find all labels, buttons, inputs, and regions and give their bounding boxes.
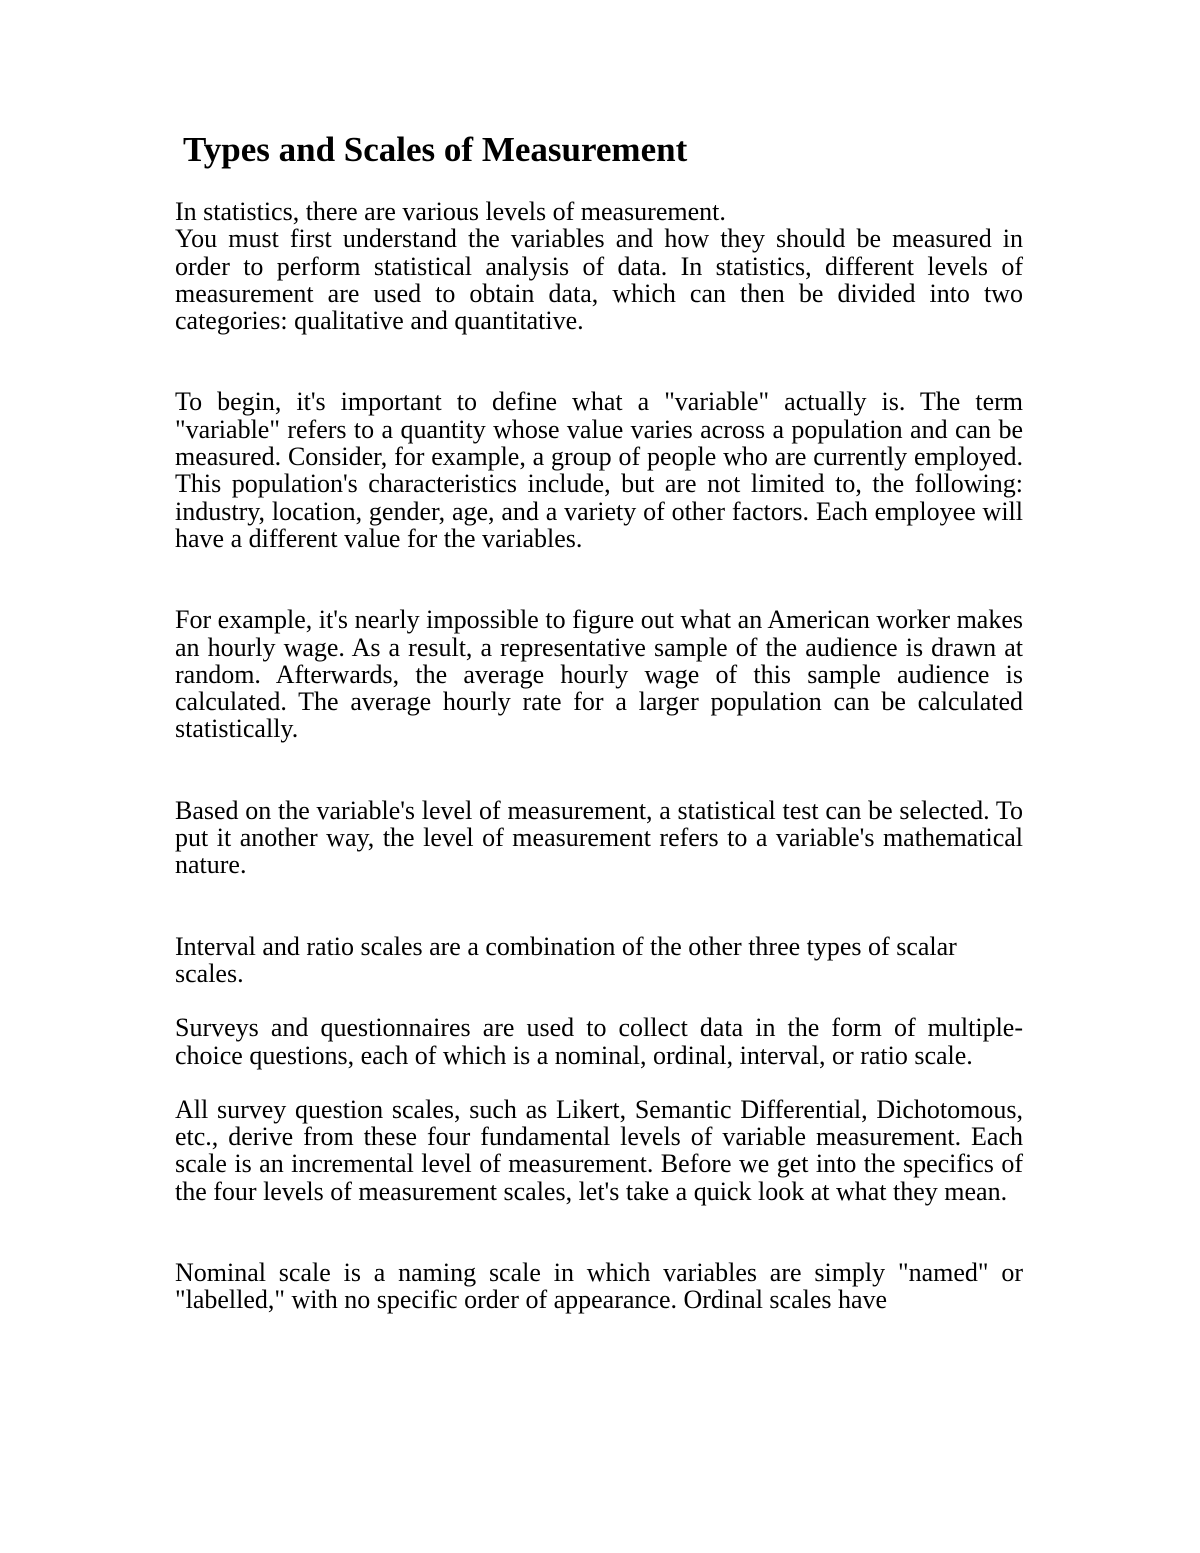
paragraph-nominal-scale: Nominal scale is a naming scale in which variables are simply "named" or "labelled," with no specific order of appearance. Ordinal scales have xyxy=(175,1258,1023,1315)
paragraph-surveys: Surveys and questionnaires are used to collect data in the form of multiple-choice questions, each of which is a nominal, ordinal, interval, or ratio scale. xyxy=(175,1013,1023,1070)
paragraph-intro: In statistics, there are various levels of measurement. You must first understand the variables and how they should be measured in order to perform statistical analysis of data. In statistics, different levels of measurement are used to obtain data, which can then be divided into two categories: qualitative and quantitative. xyxy=(175,197,1023,336)
paragraph-survey-scales: All survey question scales, such as Likert, Semantic Differential, Dichotomous, etc., derive from these four fundamental levels of variable measurement. Each scale is an incremental level of measurement. Before we get into the specifics of the four levels of measurement scales, let's take a quick look at what they mean. xyxy=(175,1094,1023,1206)
document-body xyxy=(175,128,1023,1314)
paragraph-statistical-test: Based on the variable's level of measurement, a statistical test can be selected. To put it another way, the level of measurement refers to a variable's mathematical nature. xyxy=(175,795,1023,880)
paragraph-interval-ratio: Interval and ratio scales are a combination of the other three types of scalar scales. xyxy=(175,931,957,988)
page-title: Types and Scales of Measurement xyxy=(183,130,688,169)
paragraph-example-hourly-wage: For example, it's nearly impossible to figure out what an American worker makes an hourly wage. As a result, a representative sample of the audience is drawn at random. Afterwards, the average hourly wage of this sample audience is calculated. The average hourly rate for a larger population can be calculated statistically. xyxy=(175,605,1023,744)
paragraph-variable-definition: To begin, it's important to define what a "variable" actually is. The term "variable" refers to a quantity whose value varies across a population and can be measured. Consider, for example, a group of people who are currently employed. This population's characteristics include, but are not limited to, the following: industry, location, gender, age, and a variety of other factors. Each employee will have a different value for the variables. xyxy=(175,387,1023,553)
